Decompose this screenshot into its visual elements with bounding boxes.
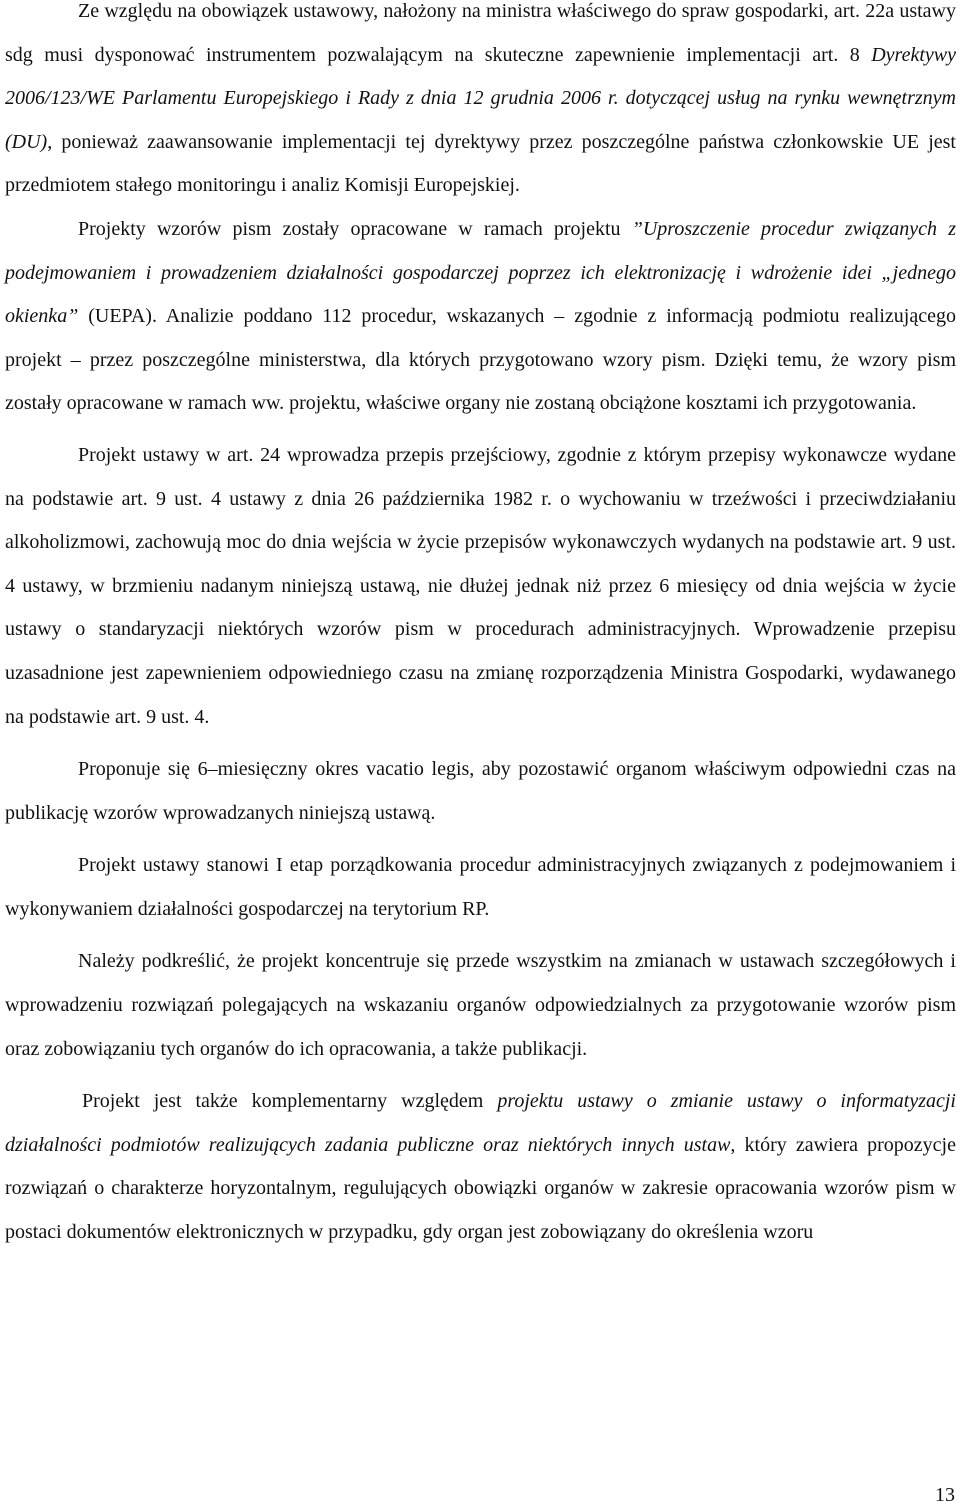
paragraph-text: , który zawiera propozycje rozwiązań o charakterze horyzontalnym, regulujących obowiązki organów w zakresie opracowania wzorów pism w postaci dokumentów elektronicznych w przypadku, gdy organ jest zobowiązany do określenia wzoru (5, 1133, 956, 1244)
directive-title: Dyrektywy 2006/123/WE Parlamentu Europejskiego i Rady z dnia 12 grudnia 2006 r. dotyczącej usług na rynku wewnętrznym (DU) (5, 43, 956, 153)
paragraph-text: Projekty wzorów pism zostały opracowane w ramach projektu (78, 217, 632, 240)
paragraph-vacatio-legis: Proponuje się 6–miesięczny okres vacatio legis, aby pozostawić organom właściwym odpowiedni czas na publikację wzorów wprowadzanych niniejszą ustawą. (5, 758, 956, 824)
paragraph-complementary-project (5, 1080, 956, 1254)
paragraph-first-stage: Projekt ustawy stanowi I etap porządkowania procedur administracyjnych związanych z podejmowaniem i wykonywaniem działalności gospodarczej na terytorium RP. (5, 854, 956, 920)
related-bill-title: projektu ustawy o zmianie ustawy o informatyzacji działalności podmiotów realizujących zadania publiczne oraz niektórych innych ustaw (5, 1090, 956, 1156)
paragraph-text: Ze względu na obowiązek ustawowy, nałożony na ministra właściwego do spraw gospodarki, art. 22a ustawy sdg musi dysponować instrumentem pozwalającym na skuteczne zapewnienie implementacji art. 8 (5, 0, 956, 66)
paragraph-text: Projekt jest także komplementarny względem (82, 1090, 498, 1113)
paragraph-directive-implementation (5, 0, 956, 208)
paragraph-uepa-project (5, 208, 956, 426)
paragraph-focus: Należy podkreślić, że projekt koncentruje się przede wszystkim na zmianach w ustawach szczegółowych i wprowadzeniu rozwiązań polegających na wskazaniu organów odpowiedzialnych za przygotowanie wzorów pism oraz zobowiązaniu tych organów do ich opracowania, a także publikacji. (5, 950, 956, 1060)
project-title: ”Uproszczenie procedur związanych z podejmowaniem i prowadzeniem działalności gospodarczej poprzez ich elektronizację i wdrożenie idei „jednego okienka” (5, 217, 956, 328)
page-number: 13 (935, 1484, 955, 1506)
paragraph-transitional-provision: Projekt ustawy w art. 24 wprowadza przepis przejściowy, zgodnie z którym przepisy wykonawcze wydane na podstawie art. 9 ust. 4 ustawy z dnia 26 października 1982 r. o wychowaniu w trzeźwości i przeciwdziałaniu alkoholizmowi, zachowują moc do dnia wejścia w życie przepisów wykonawczych wydanych na podstawie art. 9 ust. 4 ustawy, w brzmieniu nadanym niniejszą ustawą, nie dłużej jednak niż przez 6 miesięcy od dnia wejścia w życie ustawy o standaryzacji niektórych wzorów pism w procedurach administracyjnych. Wprowadzenie przepisu uzasadnione jest zapewnieniem odpowiedniego czasu na zmianę rozporządzenia Ministra Gospodarki, wydawanego na podstawie art. 9 ust. 4. (5, 443, 956, 728)
paragraph-text: , ponieważ zaawansowanie implementacji tej dyrektywy przez poszczególne państwa członkowskie UE jest przedmiotem stałego monitoringu i analiz Komisji Europejskiej. (5, 130, 956, 197)
paragraph-text: (UEPA). Analizie poddano 112 procedur, wskazanych – zgodnie z informacją podmiotu realizującego projekt – przez poszczególne ministerstwa, dla których przygotowano wzory pism. Dzięki temu, że wzory pism zostały opracowane w ramach ww. projektu, właściwe organy nie zostaną obciążone kosztami ich przygotowania. (5, 305, 956, 415)
